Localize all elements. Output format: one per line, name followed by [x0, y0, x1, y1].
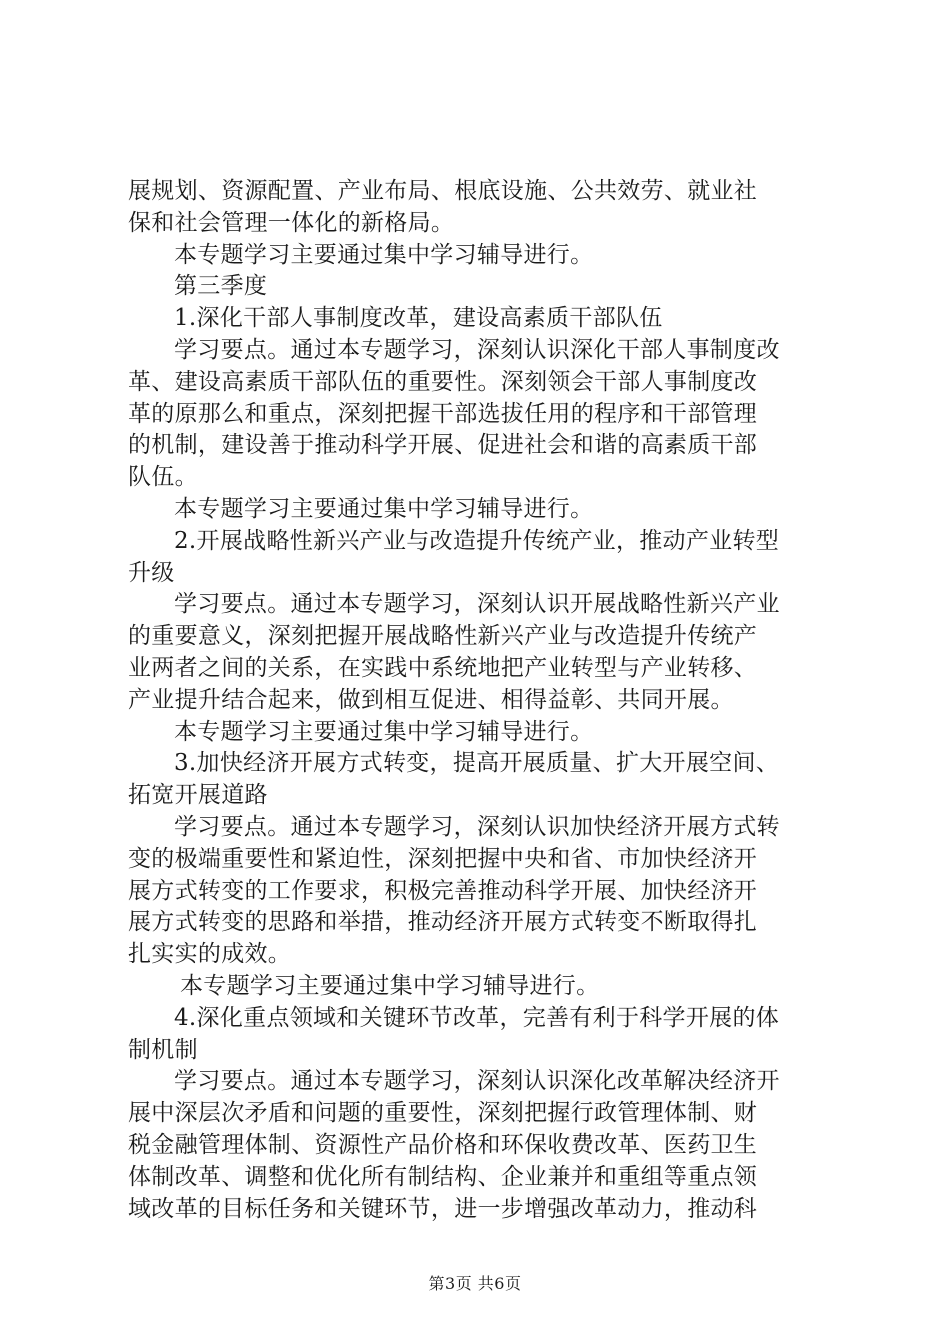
- text-line: 展规划、资源配置、产业布局、根底设施、公共效劳、就业社: [128, 178, 758, 204]
- text-line: 税金融管理体制、资源性产品价格和环保收费改革、医药卫生: [128, 1131, 758, 1158]
- text-line: 业两者之间的关系，在实践中系统地把产业转型与产业转移、: [128, 654, 758, 681]
- text-line: 革、建设高素质干部队伍的重要性。深刻领会干部人事制度改: [128, 368, 758, 395]
- text-line: 制机制: [128, 1036, 198, 1063]
- text-line: 保和社会管理一体化的新格局。: [128, 209, 455, 236]
- text-line: 升级: [128, 559, 175, 586]
- topic-heading: 1.深化干部人事制度改革，建设高素质干部队伍: [174, 305, 663, 332]
- page-footer: [0, 1271, 950, 1294]
- page-number: 第3页 共6页: [428, 1274, 522, 1293]
- text-line: 的机制，建设善于推动科学开展、促进社会和谐的高素质干部: [128, 432, 758, 459]
- text-line: 的重要意义，深刻把握开展战略性新兴产业与改造提升传统产: [128, 623, 758, 650]
- text-line: 展方式转变的思路和举措，推动经济开展方式转变不断取得扎: [128, 909, 758, 936]
- text-line: 学习要点。通过本专题学习，深刻认识加快经济开展方式转: [174, 813, 780, 840]
- document-body: [128, 176, 836, 1225]
- text-line: 革的原那么和重点，深刻把握干部选拔任用的程序和干部管理: [128, 400, 758, 427]
- topic-heading: 4.深化重点领域和关键环节改革，完善有利于科学开展的体: [174, 1004, 780, 1031]
- text-line: 本专题学习主要通过集中学习辅导进行。: [180, 972, 600, 999]
- text-line: 变的极端重要性和紧迫性，深刻把握中央和省、市加快经济开: [128, 845, 758, 872]
- text-line: 本专题学习主要通过集中学习辅导进行。: [174, 495, 594, 522]
- topic-heading: 3.加快经济开展方式转变，提高开展质量、扩大开展空间、: [174, 750, 780, 777]
- text-line: 学习要点。通过本专题学习，深刻认识开展战略性新兴产业: [174, 591, 780, 618]
- text-line: 本专题学习主要通过集中学习辅导进行。: [174, 241, 594, 268]
- section-heading: 第三季度: [174, 273, 268, 300]
- text-line: 体制改革、调整和优化所有制结构、企业兼并和重组等重点领: [128, 1163, 758, 1190]
- text-line: 展方式转变的工作要求，积极完善推动科学开展、加快经济开: [128, 877, 758, 904]
- text-line: 拓宽开展道路: [128, 782, 268, 809]
- text-line: 本专题学习主要通过集中学习辅导进行。: [174, 718, 594, 745]
- text-line: 产业提升结合起来，做到相互促进、相得益彰、共同开展。: [128, 686, 734, 713]
- text-line: 展中深层次矛盾和问题的重要性，深刻把握行政管理体制、财: [128, 1100, 758, 1127]
- text-line: 学习要点。通过本专题学习，深刻认识深化干部人事制度改: [174, 336, 780, 363]
- text-line: 队伍。: [128, 464, 198, 491]
- text-line: 域改革的目标任务和关键环节，进一步增强改革动力，推动科: [128, 1195, 758, 1222]
- topic-heading: 2.开展战略性新兴产业与改造提升传统产业，推动产业转型: [174, 527, 780, 554]
- text-line: 扎实实的成效。: [128, 941, 292, 968]
- text-line: 学习要点。通过本专题学习，深刻认识深化改革解决经济开: [174, 1068, 780, 1095]
